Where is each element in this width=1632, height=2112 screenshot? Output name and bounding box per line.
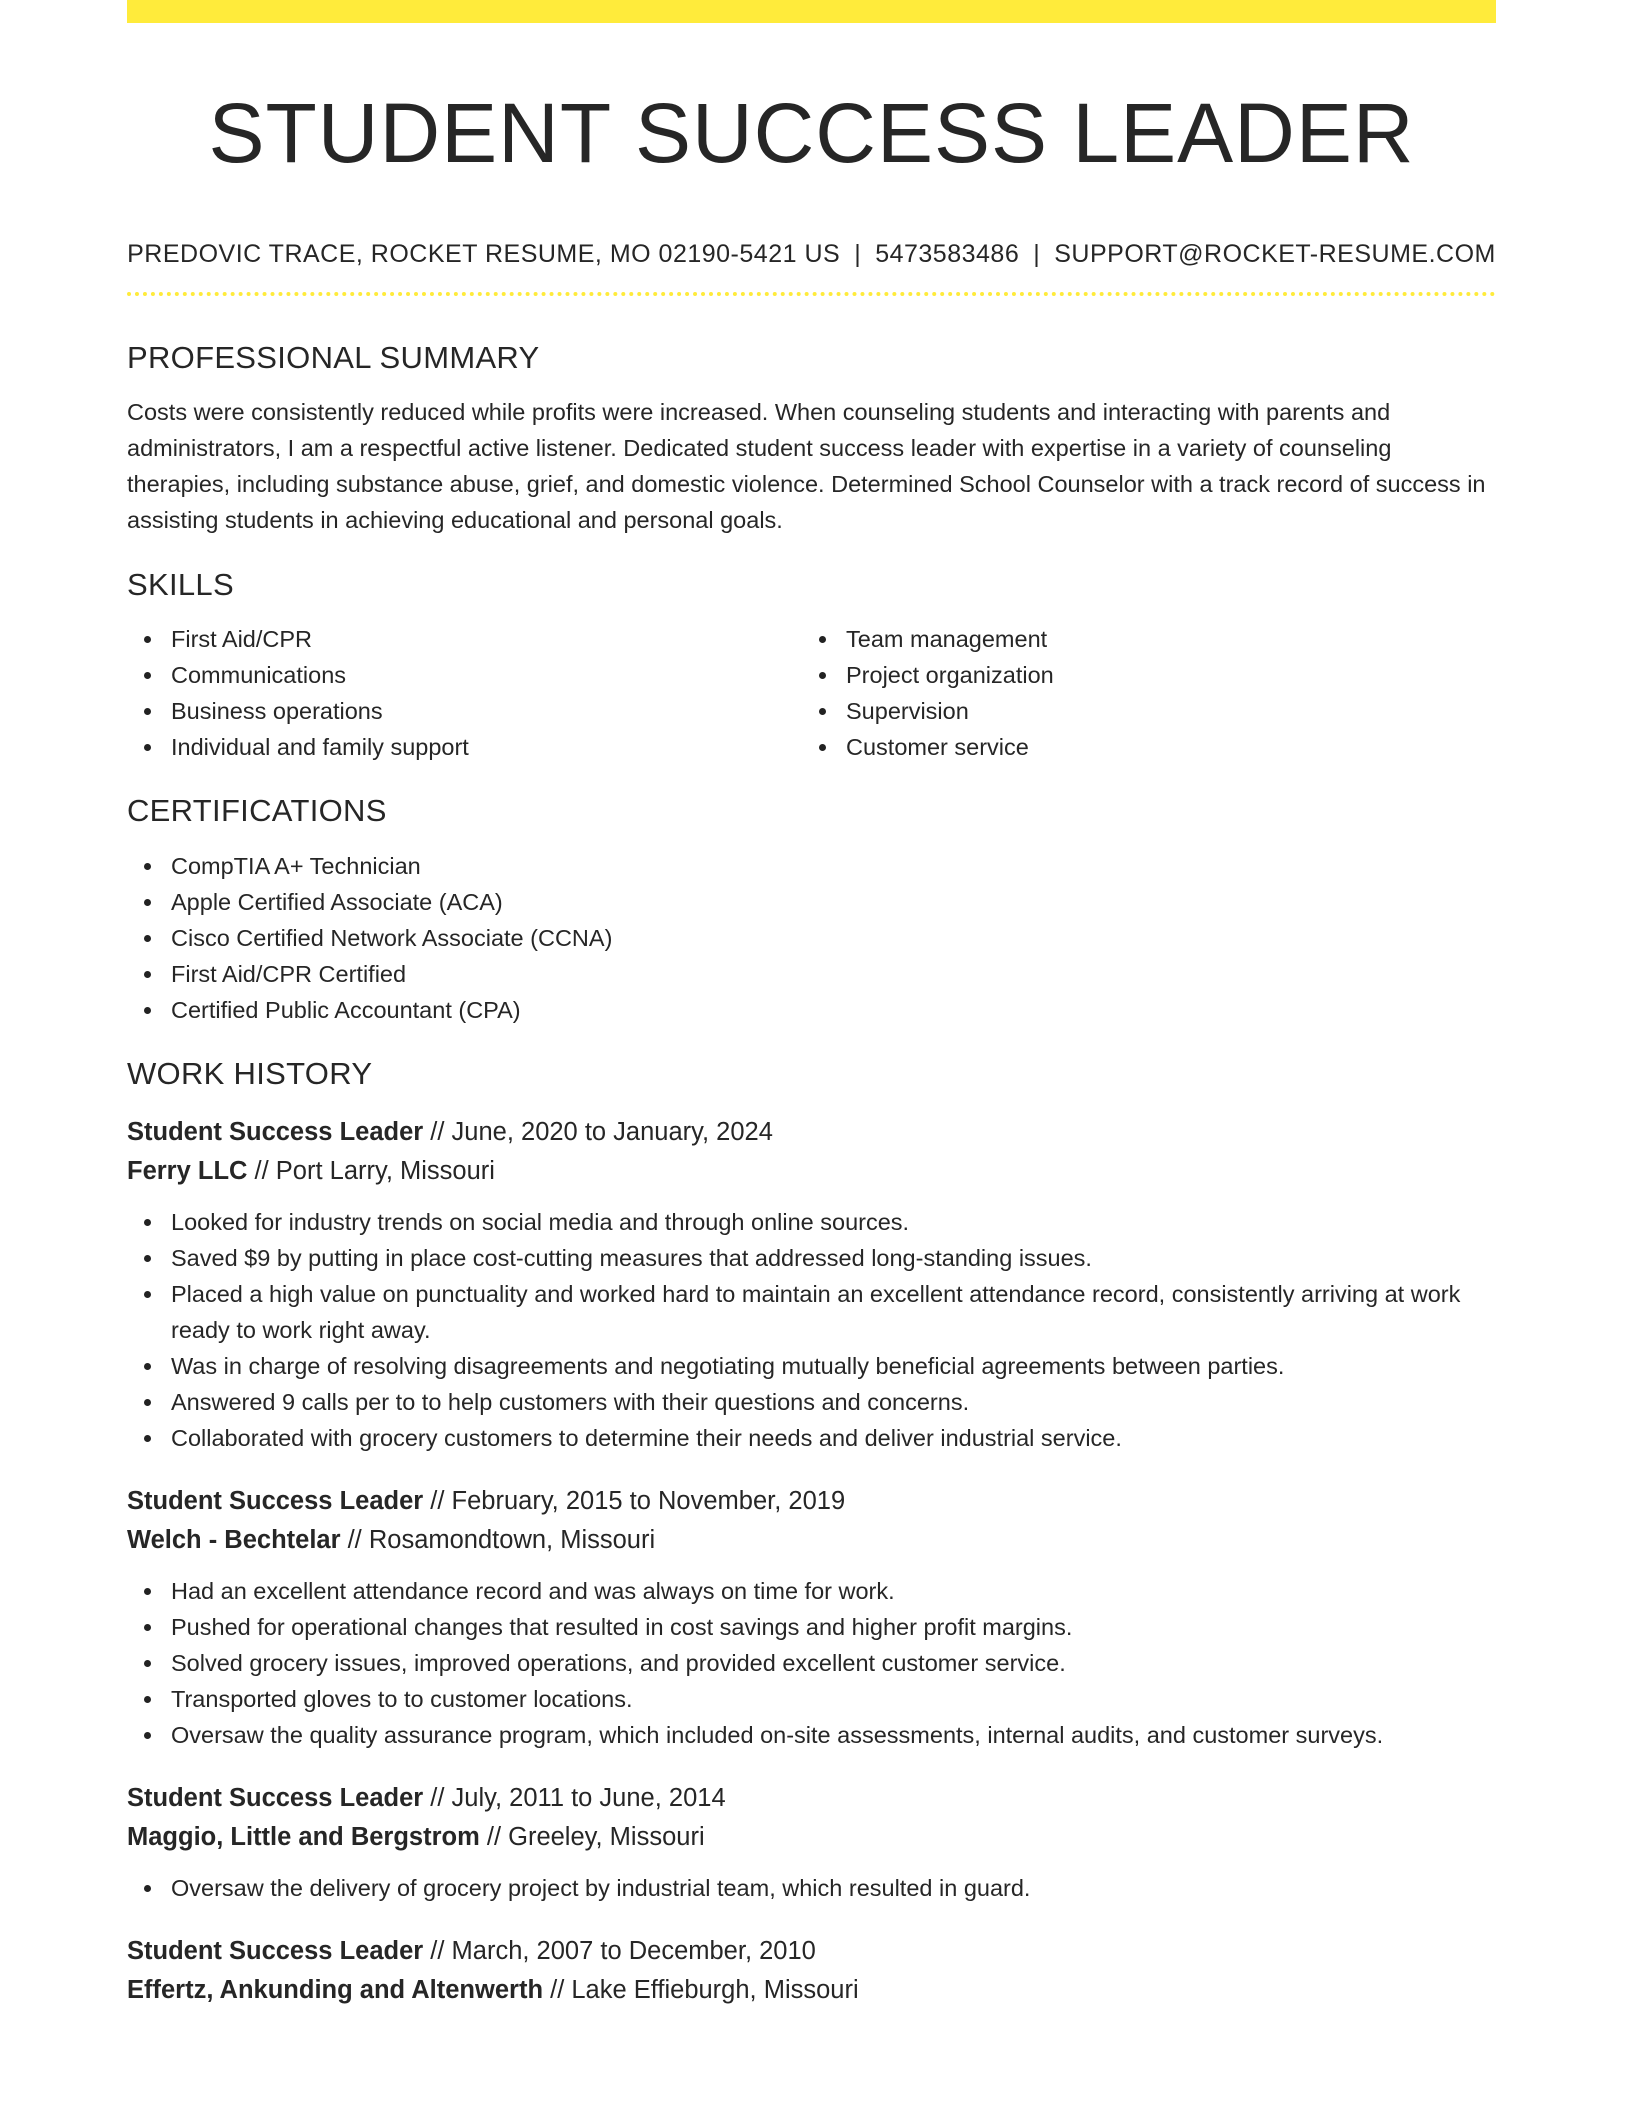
job-bullet: Transported gloves to to customer locations. [127, 1681, 1496, 1717]
resume-page [127, 0, 1496, 2112]
job-role: Student Success Leader [127, 1937, 424, 1965]
address: PREDOVIC TRACE, ROCKET RESUME, MO 02190-5421 US [127, 240, 841, 268]
job-bullet: Pushed for operational changes that resulted in cost savings and higher profit margins. [127, 1609, 1496, 1645]
job-bullet: Oversaw the quality assurance program, which included on-site assessments, internal audits, and customer surveys. [127, 1717, 1496, 1753]
section-title-skills: SKILLS [127, 567, 234, 602]
job-location: // Rosamondtown, Missouri [340, 1526, 656, 1554]
skills-column-left [127, 621, 802, 765]
skill-item: Communications [127, 657, 802, 693]
skills-grid [127, 621, 1496, 765]
job-dates: // July, 2011 to June, 2014 [423, 1784, 726, 1812]
skills-column-right [802, 621, 1477, 765]
candidate-name: STUDENT SUCCESS LEADER [208, 86, 1415, 180]
job-location: // Lake Effieburgh, Missouri [543, 1976, 859, 2004]
job-bullet: Answered 9 calls per to to help customers with their questions and concerns. [127, 1384, 1496, 1420]
certification-item: Certified Public Accountant (CPA) [127, 992, 1496, 1028]
certification-item: Apple Certified Associate (ACA) [127, 884, 1496, 920]
skill-item: Business operations [127, 693, 802, 729]
certifications-list [127, 848, 1496, 1028]
job-role-line [127, 1113, 1496, 1152]
skill-item: Customer service [802, 729, 1477, 765]
skill-item: Project organization [802, 657, 1477, 693]
job-bullets [127, 1573, 1496, 1753]
job-role-line [127, 1482, 1496, 1521]
contact-line [127, 237, 1496, 271]
job-entry [127, 1482, 1496, 1753]
section-title-certifications: CERTIFICATIONS [127, 793, 387, 828]
job-company: Maggio, Little and Bergstrom [127, 1823, 480, 1851]
summary-text: Costs were consistently reduced while profits were increased. When counseling students and interacting with parents and administrators, I am a respectful active listener. Dedicated student success leader with expertise in a variety of counseling therapies, including substance abuse, grief, and domestic violence. Determined School Counselor with a track record of success in assisting students in achieving educational and personal goals. [127, 399, 1486, 533]
accent-bar [127, 0, 1496, 23]
job-role: Student Success Leader [127, 1784, 424, 1812]
job-location: // Port Larry, Missouri [247, 1157, 495, 1185]
job-bullet: Was in charge of resolving disagreements and negotiating mutually beneficial agreements between parties. [127, 1348, 1496, 1384]
job-company-line [127, 1818, 1496, 1857]
job-bullet: Oversaw the delivery of grocery project by industrial team, which resulted in guard. [127, 1870, 1496, 1906]
job-company: Ferry LLC [127, 1157, 248, 1185]
job-role-line [127, 1779, 1496, 1818]
skill-item: Team management [802, 621, 1477, 657]
job-bullet: Looked for industry trends on social media and through online sources. [127, 1204, 1496, 1240]
job-bullets [127, 1204, 1496, 1456]
job-entry [127, 1932, 1496, 2010]
job-role: Student Success Leader [127, 1487, 424, 1515]
job-company-line [127, 1152, 1496, 1191]
job-location: // Greeley, Missouri [479, 1823, 705, 1851]
skill-item: Supervision [802, 693, 1477, 729]
phone: 5473583486 [875, 240, 1020, 268]
job-bullet: Saved $9 by putting in place cost-cutting measures that addressed long-standing issues. [127, 1240, 1496, 1276]
job-bullet: Placed a high value on punctuality and worked hard to maintain an excellent attendance record, consistently arriving at work ready to work right away. [127, 1276, 1496, 1348]
job-dates: // June, 2020 to January, 2024 [423, 1118, 773, 1146]
job-bullets [127, 1870, 1496, 1906]
email: SUPPORT@ROCKET-RESUME.COM [1054, 240, 1496, 268]
section-title-summary: PROFESSIONAL SUMMARY [127, 340, 540, 375]
skill-item: Individual and family support [127, 729, 802, 765]
job-bullet: Collaborated with grocery customers to determine their needs and deliver industrial service. [127, 1420, 1496, 1456]
job-company-line [127, 1521, 1496, 1560]
section-title-work-history: WORK HISTORY [127, 1056, 373, 1091]
job-role-line [127, 1932, 1496, 1971]
certification-item: Cisco Certified Network Associate (CCNA) [127, 920, 1496, 956]
job-bullet: Solved grocery issues, improved operations, and provided excellent customer service. [127, 1645, 1496, 1681]
job-role: Student Success Leader [127, 1118, 424, 1146]
job-bullet: Had an excellent attendance record and was always on time for work. [127, 1573, 1496, 1609]
job-entry [127, 1113, 1496, 1456]
job-dates: // March, 2007 to December, 2010 [423, 1937, 816, 1965]
job-company: Welch - Bechtelar [127, 1526, 341, 1554]
certification-item: First Aid/CPR Certified [127, 956, 1496, 992]
job-dates: // February, 2015 to November, 2019 [423, 1487, 846, 1515]
separator: | [1033, 240, 1041, 268]
separator: | [854, 240, 862, 268]
job-company-line [127, 1971, 1496, 2010]
certification-item: CompTIA A+ Technician [127, 848, 1496, 884]
job-entry [127, 1779, 1496, 1906]
skill-item: First Aid/CPR [127, 621, 802, 657]
dotted-divider [127, 292, 1496, 296]
job-company: Effertz, Ankunding and Altenwerth [127, 1976, 544, 2004]
